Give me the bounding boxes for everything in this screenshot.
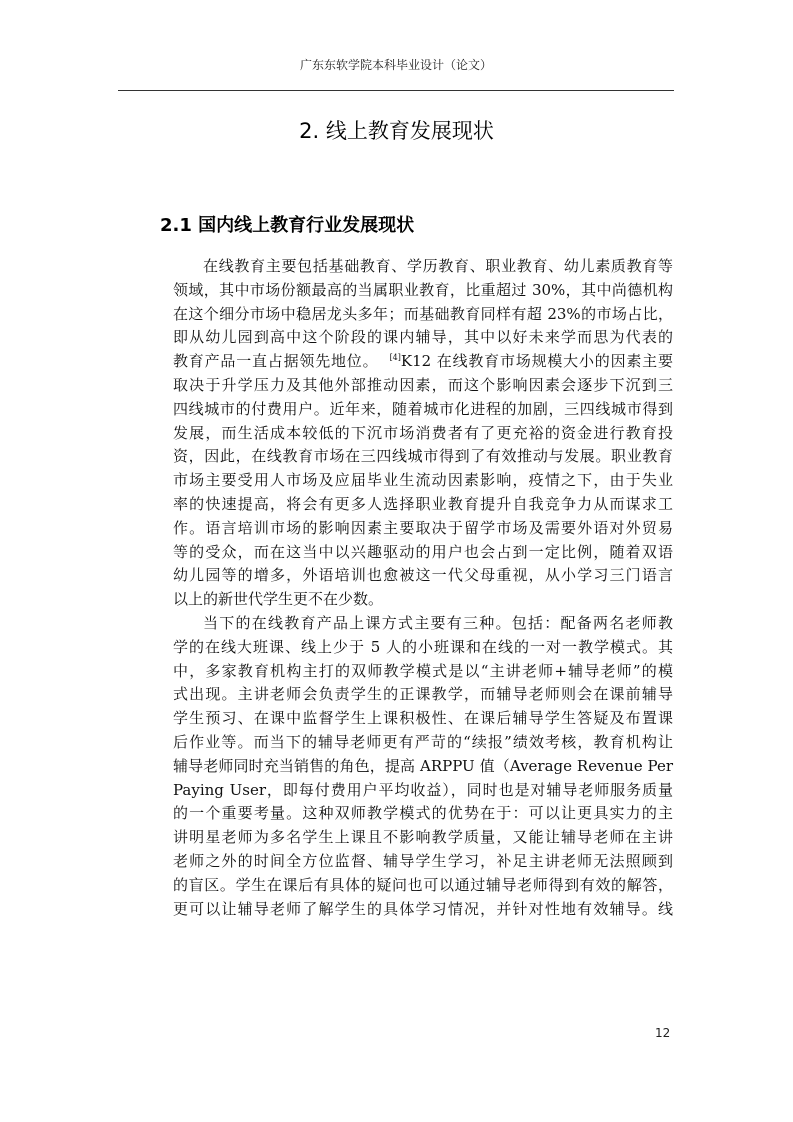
section-title: 2.1 国内线上教育行业发展现状	[160, 215, 415, 236]
text-line: 学生预习、在课中监督学生上课积极性、在课后辅导学生答疑及布置课	[173, 709, 673, 728]
text-line: 市场主要受用人市场及应届毕业生流动因素影响，疫情之下，由于失业	[173, 471, 673, 490]
text-line: 等的受众，而在这当中以兴趣驱动的用户也会占到一定比例，随着双语	[173, 542, 673, 561]
text-line: 的一个重要考量。这种双师教学模式的优势在于：可以让更具实力的主	[173, 804, 673, 823]
page-number: 12	[655, 1026, 671, 1040]
text-line: 当下的在线教育产品上课方式主要有三种。包括：配备两名老师教	[203, 613, 673, 632]
text-line	[173, 350, 673, 374]
body-text	[173, 255, 673, 921]
page-header	[118, 50, 674, 91]
text-segment: K12 在线教育市场规模大小的因素主要	[400, 352, 673, 371]
text-line: 幼儿园等的增多，外语培训也愈被这一代父母重视，从小学习三门语言	[173, 566, 673, 585]
header-text: 广东东软学院本科毕业设计（论文）	[299, 58, 492, 72]
text-line: 发展，而生活成本较低的下沉市场消费者有了更充裕的资金进行教育投	[173, 423, 673, 442]
text-line: 后作业等。而当下的辅导老师更有严苛的“续报”绩效考核，教育机构让	[173, 732, 673, 751]
text-line: 的盲区。学生在课后有具体的疑问也可以通过辅导老师得到有效的解答，	[173, 875, 673, 894]
text-line: Paying User，即每付费用户平均收益），同时也是对辅导老师服务质量	[173, 780, 673, 799]
text-line: 讲明星老师为多名学生上课且不影响教学质量，又能让辅导老师在主讲	[173, 828, 673, 847]
text-line: 在这个细分市场中稳居龙头多年；而基础教育同样有超 23%的市场占比，	[173, 304, 673, 323]
text-line: 四线城市的付费用户。近年来，随着城市化进程的加剧，三四线城市得到	[173, 399, 673, 418]
text-line: 作。语言培训市场的影响因素主要取决于留学市场及需要外语对外贸易	[173, 518, 673, 537]
text-line: 以上的新世代学生更不在少数。	[173, 590, 384, 609]
chapter-title: 2. 线上教育发展现状	[299, 119, 494, 143]
text-line: 式出现。主讲老师会负责学生的正课教学，而辅导老师则会在课前辅导	[173, 685, 673, 704]
text-line: 更可以让辅导老师了解学生的具体学习情况，并针对性地有效辅导。线	[173, 899, 673, 918]
text-line: 学的在线大班课、线上少于 5 人的小班课和在线的一对一教学模式。其	[173, 637, 673, 656]
text-line: 老师之外的时间全方位监督、辅导学生学习，补足主讲老师无法照顾到	[173, 851, 673, 870]
text-segment: 教育产品一直占据领先地位。	[173, 352, 379, 371]
text-line: 领域，其中市场份额最高的当属职业教育，比重超过 30%，其中尚德机构	[173, 280, 673, 299]
text-line: 取决于升学压力及其他外部推动因素，而这个影响因素会逐步下沉到三	[173, 375, 673, 394]
citation-mark: [4]	[389, 353, 401, 363]
text-line: 在线教育主要包括基础教育、学历教育、职业教育、幼儿素质教育等	[203, 257, 673, 275]
text-line: 中，多家教育机构主打的双师教学模式是以“主讲老师+辅导老师”的模	[173, 661, 673, 680]
text-line: 即从幼儿园到高中这个阶段的课内辅导，其中以好未来学而思为代表的	[173, 328, 673, 347]
text-line: 资，因此，在线教育市场在三四线城市得到了有效推动与发展。职业教育	[173, 447, 673, 466]
text-line: 辅导老师同时充当销售的角色，提高 ARPPU 值（Average Revenue Per	[173, 756, 673, 775]
text-line: 率的快速提高，将会有更多人选择职业教育提升自我竞争力从而谋求工	[173, 494, 673, 513]
